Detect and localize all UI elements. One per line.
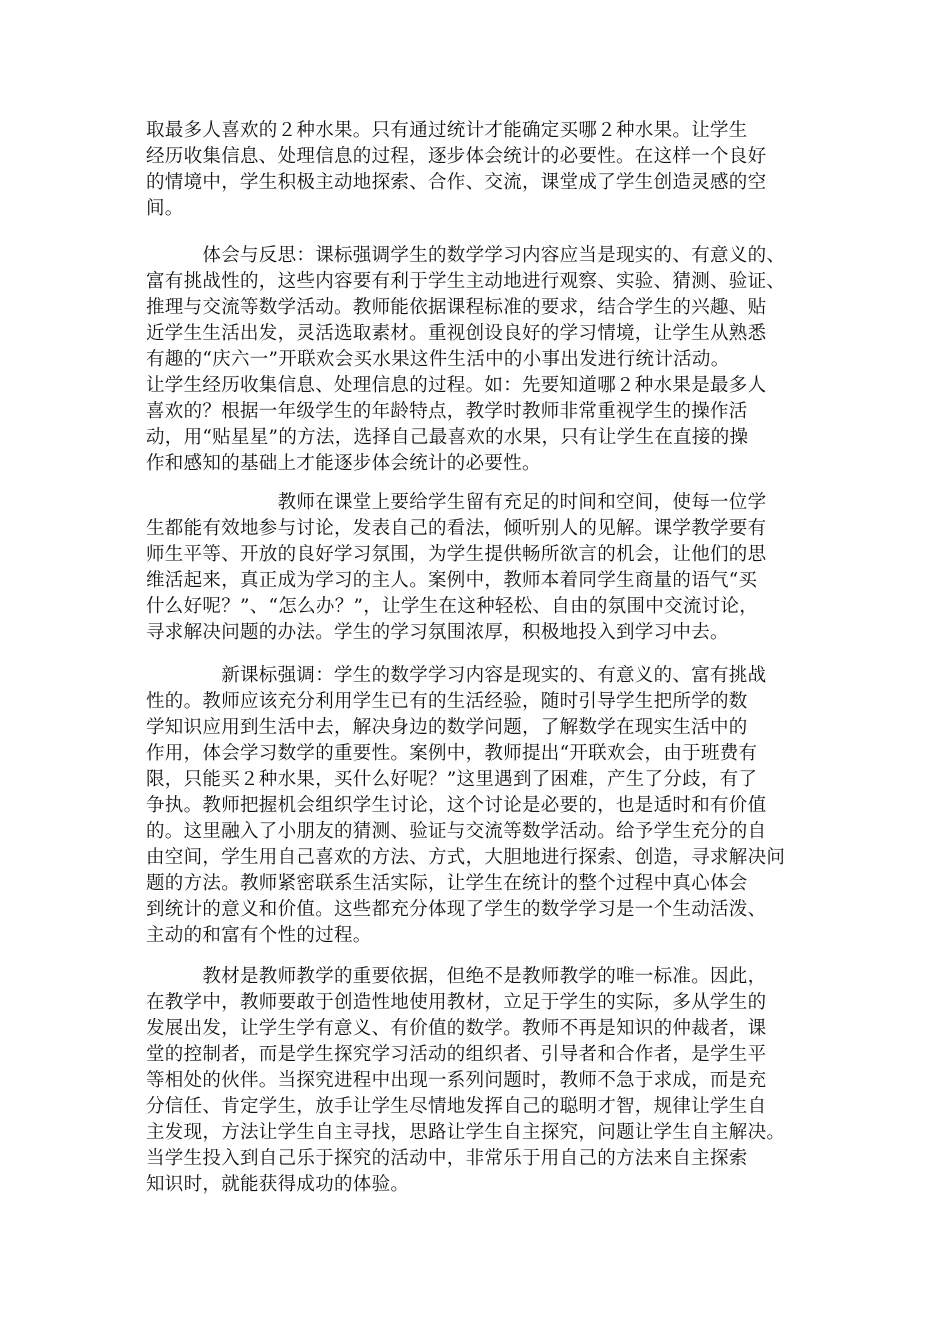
text-line: 限，只能买２种水果，买什么好呢？”这里遇到了困难，产生了分歧，有了 bbox=[146, 769, 758, 790]
text-line: 主动的和富有个性的过程。 bbox=[146, 925, 372, 946]
text-line: 取最多人喜欢的２种水果。只有通过统计才能确定买哪２种水果。让学生 bbox=[146, 120, 748, 141]
text-line: 动，用“贴星星”的方法，选择自己最喜欢的水果，只有让学生在直接的操 bbox=[146, 427, 749, 448]
text-line: 间。 bbox=[146, 198, 184, 219]
text-line: 推理与交流等数学活动。教师能依据课程标准的要求，结合学生的兴趣、贴 bbox=[146, 297, 767, 318]
text-line: 主发现，方法让学生自主寻找，思路让学生自主探究，问题让学生自主解决。 bbox=[146, 1122, 786, 1143]
text-line: 由空间，学生用自己喜欢的方法、方式，大胆地进行探索、创造，寻求解决问 bbox=[146, 847, 786, 868]
text-line: 当学生投入到自己乐于探究的活动中，非常乐于用自己的方法来自主探索 bbox=[146, 1148, 748, 1169]
paragraph-reflection bbox=[146, 243, 826, 477]
text-line: 知识时，就能获得成功的体验。 bbox=[146, 1174, 410, 1195]
text-line: 近学生生活出发，灵活选取素材。重视创设良好的学习情境，让学生从熟悉 bbox=[146, 323, 767, 344]
text-line: 等相处的伙伴。当探究进程中出现一系列问题时，教师不急于求成，而是充 bbox=[146, 1070, 767, 1091]
text-line: 寻求解决问题的办法。学生的学习氛围浓厚，积极地投入到学习中去。 bbox=[146, 622, 729, 643]
text-line: 性的。教师应该充分利用学生已有的生活经验，随时引导学生把所学的数 bbox=[146, 691, 748, 712]
text-line: 体会与反思：课标强调学生的数学学习内容应当是现实的、有意义的、 bbox=[146, 245, 786, 266]
paragraph-classroom-time bbox=[146, 490, 826, 646]
text-line: 教材是教师教学的重要依据，但绝不是教师教学的唯一标准。因此， bbox=[146, 966, 767, 987]
text-line: 在教学中，教师要敢于创造性地使用教材，立足于学生的实际，多从学生的 bbox=[146, 992, 767, 1013]
text-line: 什么好呢？”、“怎么办？”，让学生在这种轻松、自由的氛围中交流讨论， bbox=[146, 596, 759, 617]
text-line: 堂的控制者，而是学生探究学习活动的组织者、引导者和合作者，是学生平 bbox=[146, 1044, 767, 1065]
text-line: 到统计的意义和价值。这些都充分体现了学生的数学学习是一个生动活泼、 bbox=[146, 899, 767, 920]
text-line: 生都能有效地参与讨论，发表自己的看法，倾听别人的见解。课学教学要有 bbox=[146, 518, 767, 539]
text-line: 喜欢的？根据一年级学生的年龄特点，教学时教师非常重视学生的操作活 bbox=[146, 401, 748, 422]
text-line: 题的方法。教师紧密联系生活实际，让学生在统计的整个过程中真心体会 bbox=[146, 873, 748, 894]
paragraph-continuation bbox=[146, 118, 826, 222]
text-line: 维活起来，真正成为学习的主人。案例中，教师本着同学生商量的语气“买 bbox=[146, 570, 758, 591]
text-line: 有趣的“庆六一”开联欢会买水果这件生活中的小事出发进行统计活动。 bbox=[146, 349, 730, 370]
text-line: 争执。教师把握机会组织学生讨论，这个讨论是必要的，也是适时和有价值 bbox=[146, 795, 767, 816]
text-line: 的。这里融入了小朋友的猜测、验证与交流等数学活动。给予学生充分的自 bbox=[146, 821, 767, 842]
text-line: 师生平等、开放的良好学习氛围，为学生提供畅所欲言的机会，让他们的思 bbox=[146, 544, 767, 565]
text-line: 发展出发，让学生学有意义、有价值的数学。教师不再是知识的仲裁者，课 bbox=[146, 1018, 767, 1039]
text-line: 经历收集信息、处理信息的过程，逐步体会统计的必要性。在这样一个良好 bbox=[146, 146, 767, 167]
text-line: 的情境中，学生积极主动地探索、合作、交流，课堂成了学生创造灵感的空 bbox=[146, 172, 767, 193]
paragraph-new-curriculum bbox=[146, 663, 826, 949]
text-line: 让学生经历收集信息、处理信息的过程。如：先要知道哪２种水果是最多人 bbox=[146, 375, 767, 396]
text-line: 分信任、肯定学生，放手让学生尽情地发挥自己的聪明才智，规律让学生自 bbox=[146, 1096, 767, 1117]
text-line: 富有挑战性的，这些内容要有利于学生主动地进行观察、实验、猜测、验证、 bbox=[146, 271, 786, 292]
text-line: 新课标强调：学生的数学学习内容是现实的、有意义的、富有挑战 bbox=[146, 665, 767, 686]
text-line: 学知识应用到生活中去，解决身边的数学问题，了解数学在现实生活中的 bbox=[146, 717, 748, 738]
text-line: 作和感知的基础上才能逐步体会统计的必要性。 bbox=[146, 453, 541, 474]
paragraph-teaching-materials bbox=[146, 964, 826, 1198]
text-line: 教师在课堂上要给学生留有充足的时间和空间，使每一位学 bbox=[146, 492, 767, 513]
text-line: 作用，体会学习数学的重要性。案例中，教师提出“开联欢会，由于班费有 bbox=[146, 743, 758, 764]
